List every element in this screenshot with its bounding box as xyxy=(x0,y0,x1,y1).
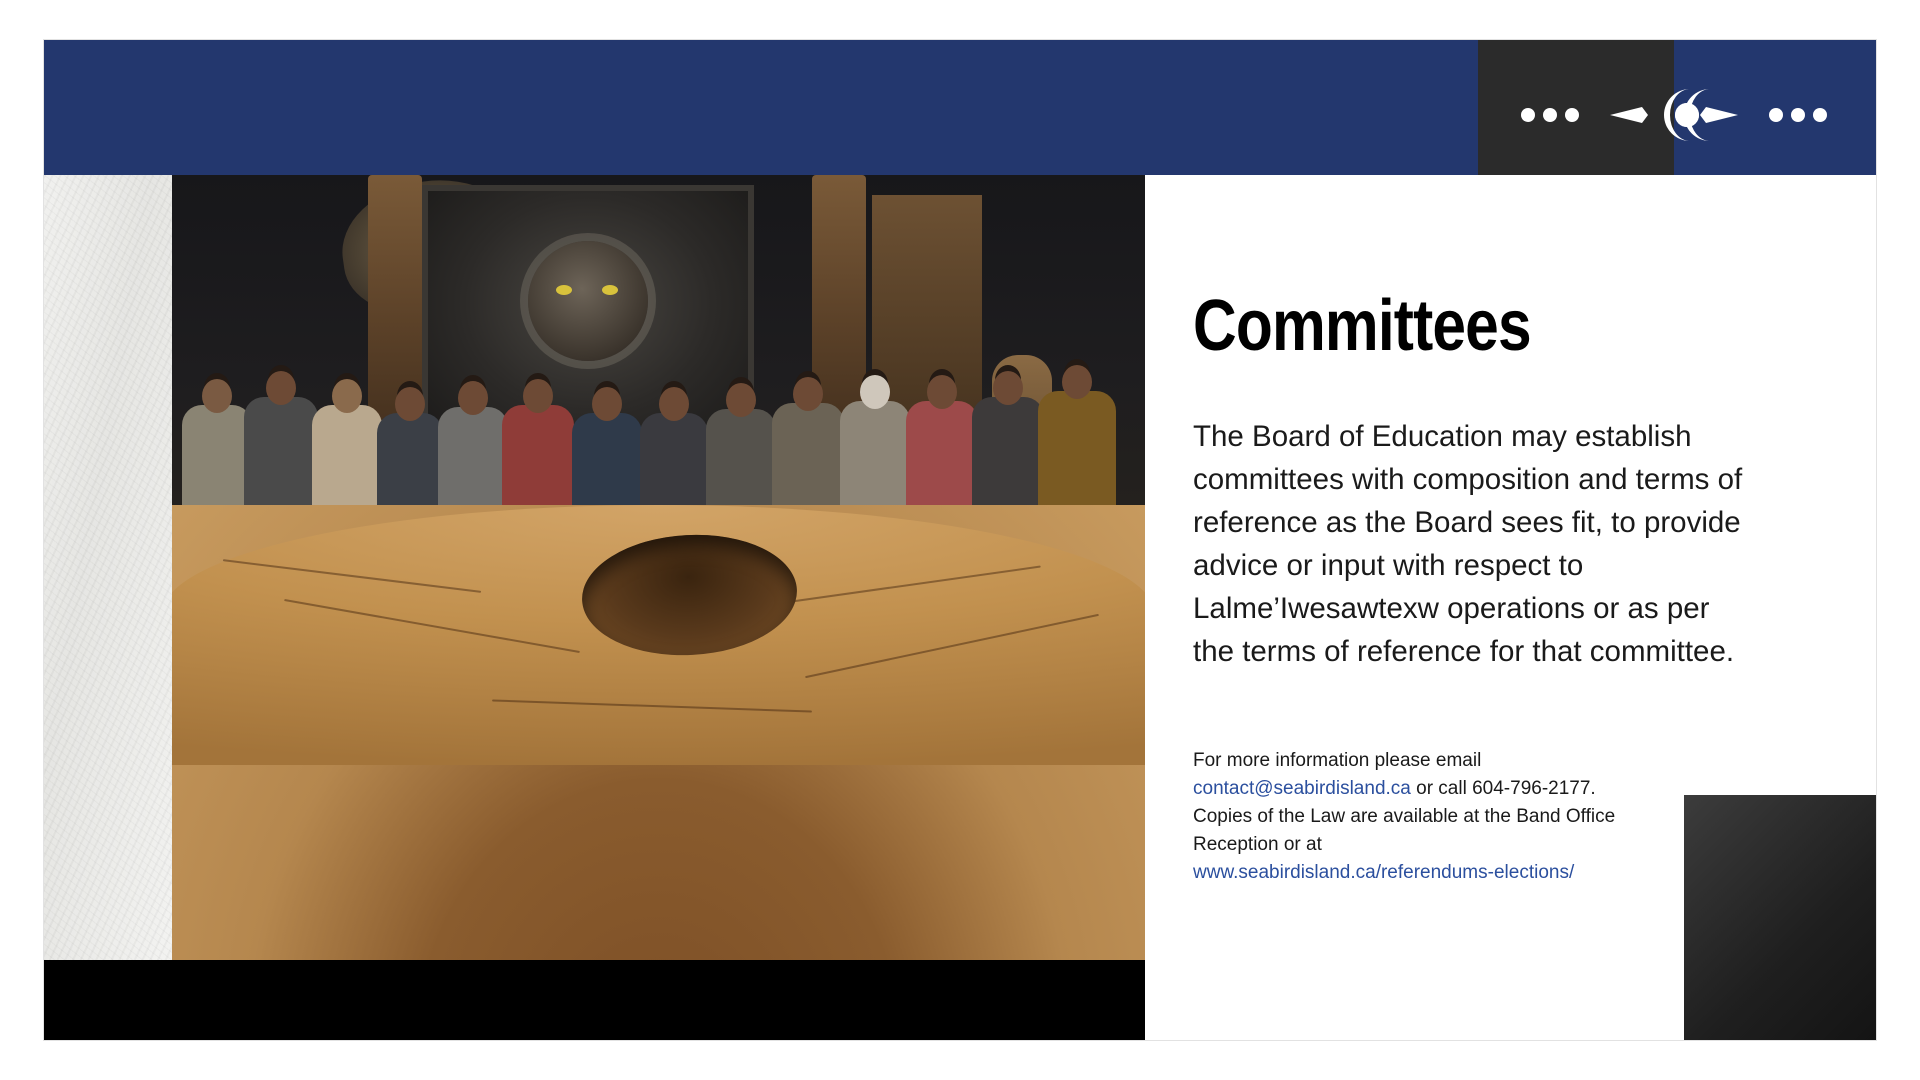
contact-email-link[interactable]: contact@seabirdisland.ca xyxy=(1193,778,1411,799)
seated-participants xyxy=(172,305,1145,525)
bottom-right-accent-block xyxy=(1684,795,1876,1040)
contact-line-1: For more information please email xyxy=(1193,750,1482,771)
page-title: Committees xyxy=(1193,286,1531,366)
eagle-eye-right xyxy=(602,285,618,295)
slide-canvas xyxy=(44,40,1876,1040)
paper-texture-strip xyxy=(44,175,172,975)
longhouse-meeting-photo xyxy=(172,175,1145,960)
table-surface xyxy=(172,505,1145,765)
body-paragraph: The Board of Education may establish committees with composition and terms of reference as the Board sees fit, to provide advice or input with respect to Lalme’Iwesawtexw operations or as per the terms of reference for that committee. xyxy=(1193,420,1743,668)
website-link[interactable]: www.seabirdisland.ca/referendums-elections/ xyxy=(1193,862,1575,883)
eagle-eye-left xyxy=(556,285,572,295)
table-center-opening xyxy=(579,529,800,660)
photo-bottom-bar xyxy=(44,960,1145,1040)
contact-phone-text: or call 604-796-2177. xyxy=(1410,778,1596,799)
seabird-island-eagle-logo xyxy=(1514,85,1834,145)
contact-info-block xyxy=(1193,747,1623,887)
carved-cedar-table xyxy=(172,505,1145,960)
contact-line-3: Copies of the Law are available at the Band Office Reception or at xyxy=(1193,806,1616,855)
